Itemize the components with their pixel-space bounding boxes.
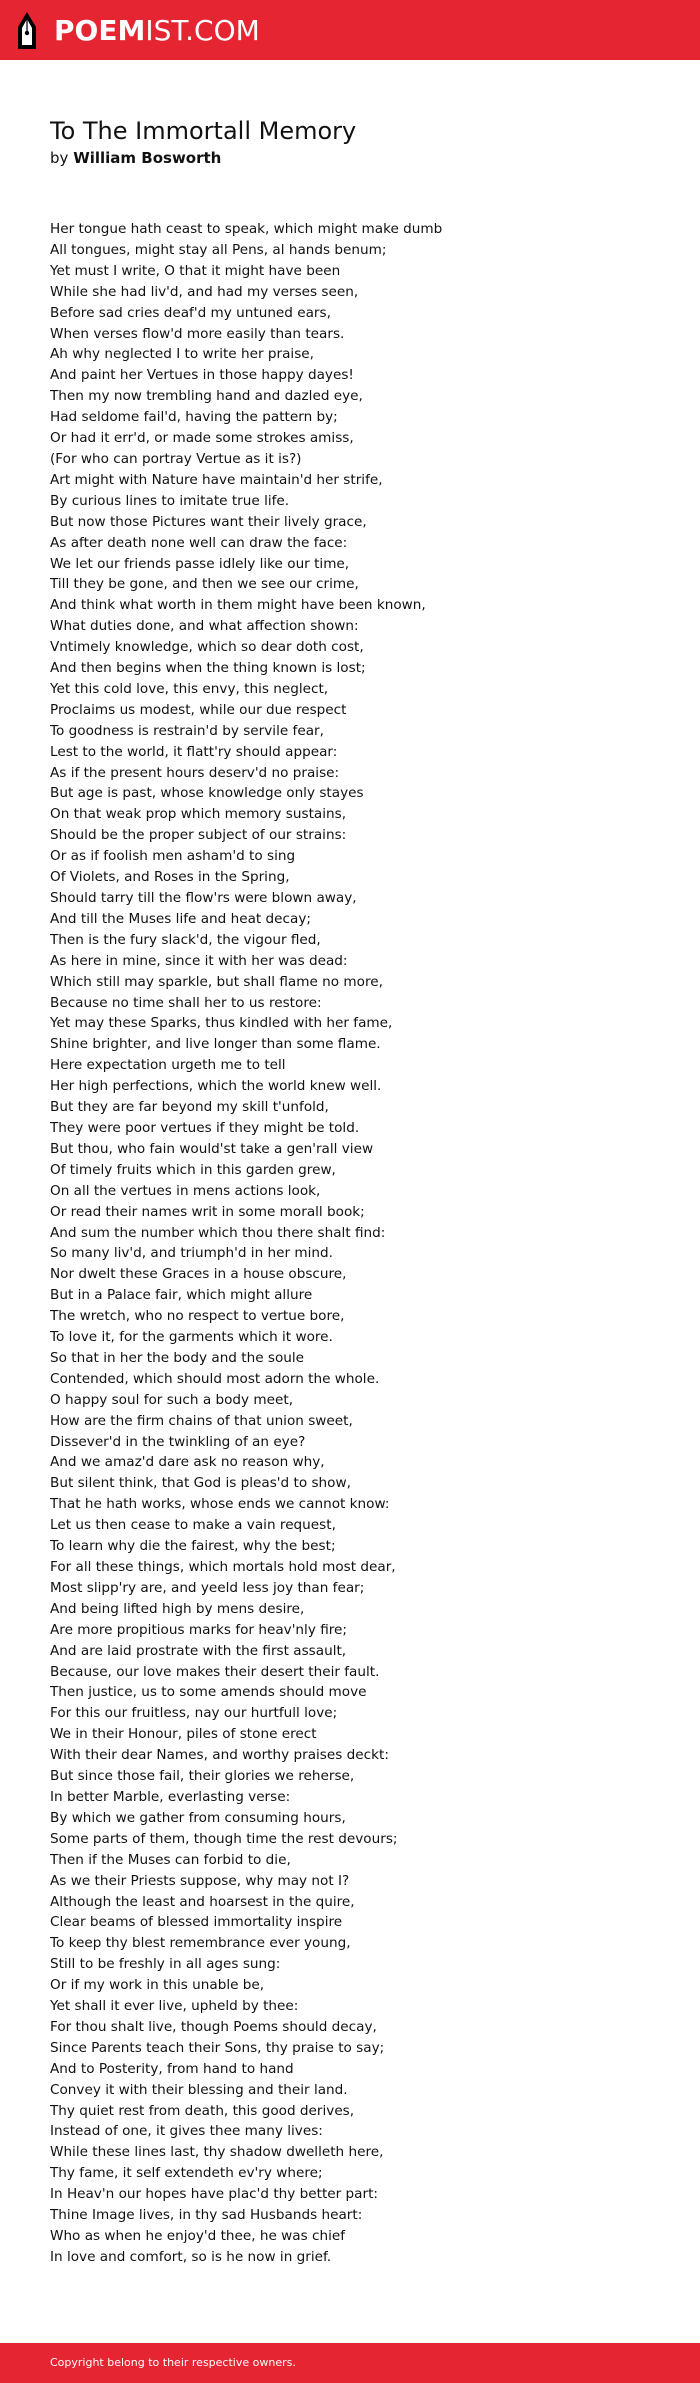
- poem-line: And to Posterity, from hand to hand: [50, 2060, 294, 2077]
- poem-line: To love it, for the garments which it wore.: [50, 1329, 333, 1346]
- poem-line: By curious lines to imitate true life.: [50, 492, 290, 509]
- poem-line: But now those Pictures want their lively grace,: [50, 513, 367, 530]
- poem-line: Are more propitious marks for heav'nly fire;: [50, 1621, 347, 1638]
- poem-line: Or as if foolish men asham'd to sing: [50, 848, 296, 865]
- poem-line: Then is the fury slack'd, the vigour fled,: [50, 931, 321, 948]
- poem-line: Because no time shall her to us restore:: [50, 994, 322, 1011]
- poem-line: Thy fame, it self extendeth ev'ry where;: [50, 2165, 323, 2182]
- poem-line: They were poor vertues if they might be told.: [50, 1119, 360, 1136]
- poem-line: Or read their names writ in some morall book;: [50, 1203, 365, 1220]
- poem-line: And paint her Vertues in those happy dayes!: [50, 367, 354, 384]
- poem-line: Which still may sparkle, but shall flame no more,: [50, 973, 383, 990]
- poem-line: (For who can portray Vertue as it is?): [50, 450, 302, 467]
- poem-line: And are laid prostrate with the first assault,: [50, 1642, 347, 1659]
- poem-line: Convey it with their blessing and their land.: [50, 2081, 348, 2098]
- poem-line: Should tarry till the flow'rs were blown away,: [50, 890, 357, 906]
- poem-line: For thou shalt live, though Poems should decay,: [50, 2018, 377, 2035]
- poem-line: And till the Muses life and heat decay;: [50, 910, 311, 927]
- poem-line: Thy quiet rest from death, this good derives,: [50, 2102, 355, 2119]
- poem-line: Then my now trembling hand and dazled eye,: [50, 388, 363, 405]
- poem-body: [50, 219, 660, 2268]
- poem-line: What duties done, and what affection shown:: [50, 618, 359, 635]
- poem-line: So that in her the body and the soule: [50, 1349, 305, 1366]
- poem-line: In better Marble, everlasting verse:: [50, 1788, 291, 1805]
- poem-line: Instead of one, it gives thee many lives:: [50, 2123, 323, 2140]
- poem-line: We in their Honour, piles of stone erect: [50, 1726, 317, 1743]
- poem-line: Most slipp'ry are, and yeeld less joy than fear;: [50, 1579, 365, 1596]
- poem-line: Proclaims us modest, while our due respect: [50, 701, 347, 718]
- poem-line: As if the present hours deserv'd no praise:: [50, 764, 340, 781]
- poem-line: Ah why neglected I to write her praise,: [50, 346, 314, 363]
- poem-title: To The Immortall Memory: [50, 117, 357, 145]
- poem-line: Dissever'd in the twinkling of an eye?: [50, 1433, 306, 1450]
- poem-line: But in a Palace fair, which might allure: [50, 1287, 313, 1304]
- poem-line: We let our friends passe idlely like our time,: [50, 555, 350, 572]
- poem-line: Yet must I write, O that it might have been: [50, 262, 341, 279]
- poem-line: On that weak prop which memory sustains,: [50, 806, 347, 823]
- by-label: by: [50, 149, 69, 167]
- poem-line: As after death none well can draw the face:: [50, 534, 348, 551]
- poem-line: How are the firm chains of that union sweet,: [50, 1412, 353, 1429]
- poem-line: Vntimely knowledge, which so dear doth cost,: [50, 639, 364, 656]
- poem-line: O happy soul for such a body meet,: [50, 1391, 294, 1408]
- poem-line: When verses flow'd more easily than tears.: [50, 325, 345, 342]
- poem-line: Lest to the world, it flatt'ry should appear:: [50, 743, 338, 760]
- poem-line: Her tongue hath ceast to speak, which might make dumb: [50, 221, 443, 237]
- poem-line: As here in mine, since it with her was dead:: [50, 952, 348, 969]
- poem-line: To keep thy blest remembrance ever young,: [50, 1935, 351, 1952]
- poem-line: And think what worth in them might have been known,: [50, 597, 426, 614]
- poem-line: Had seldome fail'd, having the pattern by;: [50, 409, 338, 426]
- poem-line: Here expectation urgeth me to tell: [50, 1057, 286, 1074]
- poem-line: But age is past, whose knowledge only stayes: [50, 785, 364, 802]
- poem-line: Of Violets, and Roses in the Spring,: [50, 869, 290, 886]
- poem-line: While she had liv'd, and had my verses seen,: [50, 283, 359, 300]
- poem-line: But since those fail, their glories we reherse,: [50, 1768, 355, 1785]
- poem-line: Then if the Muses can forbid to die,: [50, 1851, 291, 1868]
- author-link[interactable]: William Bosworth: [73, 149, 222, 167]
- poem-line: And sum the number which thou there shalt find:: [50, 1224, 386, 1241]
- poem-line: Clear beams of blessed immortality inspire: [50, 1914, 343, 1931]
- brand-name-bold: POEM: [54, 14, 146, 47]
- poem-line: All tongues, might stay all Pens, al hands benum;: [50, 241, 387, 258]
- poem-line: In love and comfort, so is he now in grief.: [50, 2248, 332, 2265]
- poem-line: To learn why die the fairest, why the best;: [50, 1538, 336, 1555]
- poem-line: Or if my work in this unable be,: [50, 1977, 265, 1994]
- poem-line: For this our fruitless, nay our hurtfull love;: [50, 1705, 338, 1722]
- poem-line: That he hath works, whose ends we cannot know:: [50, 1496, 390, 1513]
- poem-line: But thou, who fain would'st take a gen'rall view: [50, 1140, 374, 1157]
- poem-line: Should be the proper subject of our strains:: [50, 827, 347, 844]
- poem-line: Art might with Nature have maintain'd her strife,: [50, 471, 383, 488]
- poem-line: Contended, which should most adorn the whole.: [50, 1370, 380, 1387]
- poem-line: Still to be freshly in all ages sung:: [50, 1956, 281, 1973]
- poem-line: But they are far beyond my skill t'unfold,: [50, 1099, 329, 1116]
- poem-line: While these lines last, thy shadow dwelleth here,: [50, 2144, 384, 2161]
- poem-line: For all these things, which mortals hold most dear,: [50, 1559, 396, 1575]
- poem-line: Shine brighter, and live longer than some flame.: [50, 1036, 381, 1053]
- poem-line: Thine Image lives, in thy sad Husbands heart:: [50, 2207, 363, 2224]
- brand-name: [54, 11, 260, 51]
- poem-line: Because, our love makes their desert their fault.: [50, 1663, 380, 1680]
- poem-line: By which we gather from consuming hours,: [50, 1809, 346, 1826]
- poem-line: Before sad cries deaf'd my untuned ears,: [50, 304, 331, 321]
- poem-line: But silent think, that God is pleas'd to show,: [50, 1475, 351, 1492]
- brand-name-rest: IST.COM: [145, 14, 260, 47]
- poem-line: So many liv'd, and triumph'd in her mind.: [50, 1245, 333, 1262]
- site-header: [0, 0, 700, 60]
- poem-line: Her high perfections, which the world knew well.: [50, 1078, 382, 1095]
- poem-line: As we their Priests suppose, why may not I?: [50, 1872, 350, 1889]
- poem-line: Or had it err'd, or made some strokes amiss,: [50, 430, 354, 447]
- poem-line: Yet this cold love, this envy, this neglect,: [50, 680, 329, 697]
- pen-nib-icon: [16, 11, 38, 51]
- poem-line: Who as when he enjoy'd thee, he was chief: [50, 2228, 346, 2244]
- poem-line: In Heav'n our hopes have plac'd thy better part:: [50, 2186, 379, 2203]
- poem-line: Although the least and hoarsest in the quire,: [50, 1893, 355, 1910]
- poem-line: Let us then cease to make a vain request,: [50, 1517, 336, 1534]
- site-logo[interactable]: [16, 11, 260, 51]
- poem-line: Since Parents teach their Sons, thy praise to say;: [50, 2039, 385, 2056]
- poem-line: Of timely fruits which in this garden grew,: [50, 1161, 336, 1178]
- poem-line: Nor dwelt these Graces in a house obscure,: [50, 1266, 347, 1283]
- poem-line: Some parts of them, though time the rest devours;: [50, 1830, 398, 1847]
- copyright-text: Copyright belong to their respective owners.: [50, 2356, 296, 2369]
- poem-line: To goodness is restrain'd by servile fear,: [50, 722, 324, 739]
- poem-line: Yet shall it ever live, upheld by thee:: [50, 1998, 299, 2015]
- poem-line: On all the vertues in mens actions look,: [50, 1182, 321, 1199]
- poem-line: The wretch, who no respect to vertue bore,: [50, 1308, 345, 1325]
- poem-line: And we amaz'd dare ask no reason why,: [50, 1454, 325, 1471]
- poem-line: Till they be gone, and then we see our crime,: [50, 576, 359, 593]
- byline: [50, 147, 221, 169]
- poem-line: With their dear Names, and worthy praises deckt:: [50, 1747, 389, 1764]
- poem-line: And then begins when the thing known is lost;: [50, 660, 366, 677]
- poem-line: And being lifted high by mens desire,: [50, 1600, 305, 1617]
- site-footer: [0, 2343, 700, 2383]
- poem-line: Then justice, us to some amends should move: [50, 1684, 367, 1701]
- poem-line: Yet may these Sparks, thus kindled with her fame,: [50, 1015, 393, 1032]
